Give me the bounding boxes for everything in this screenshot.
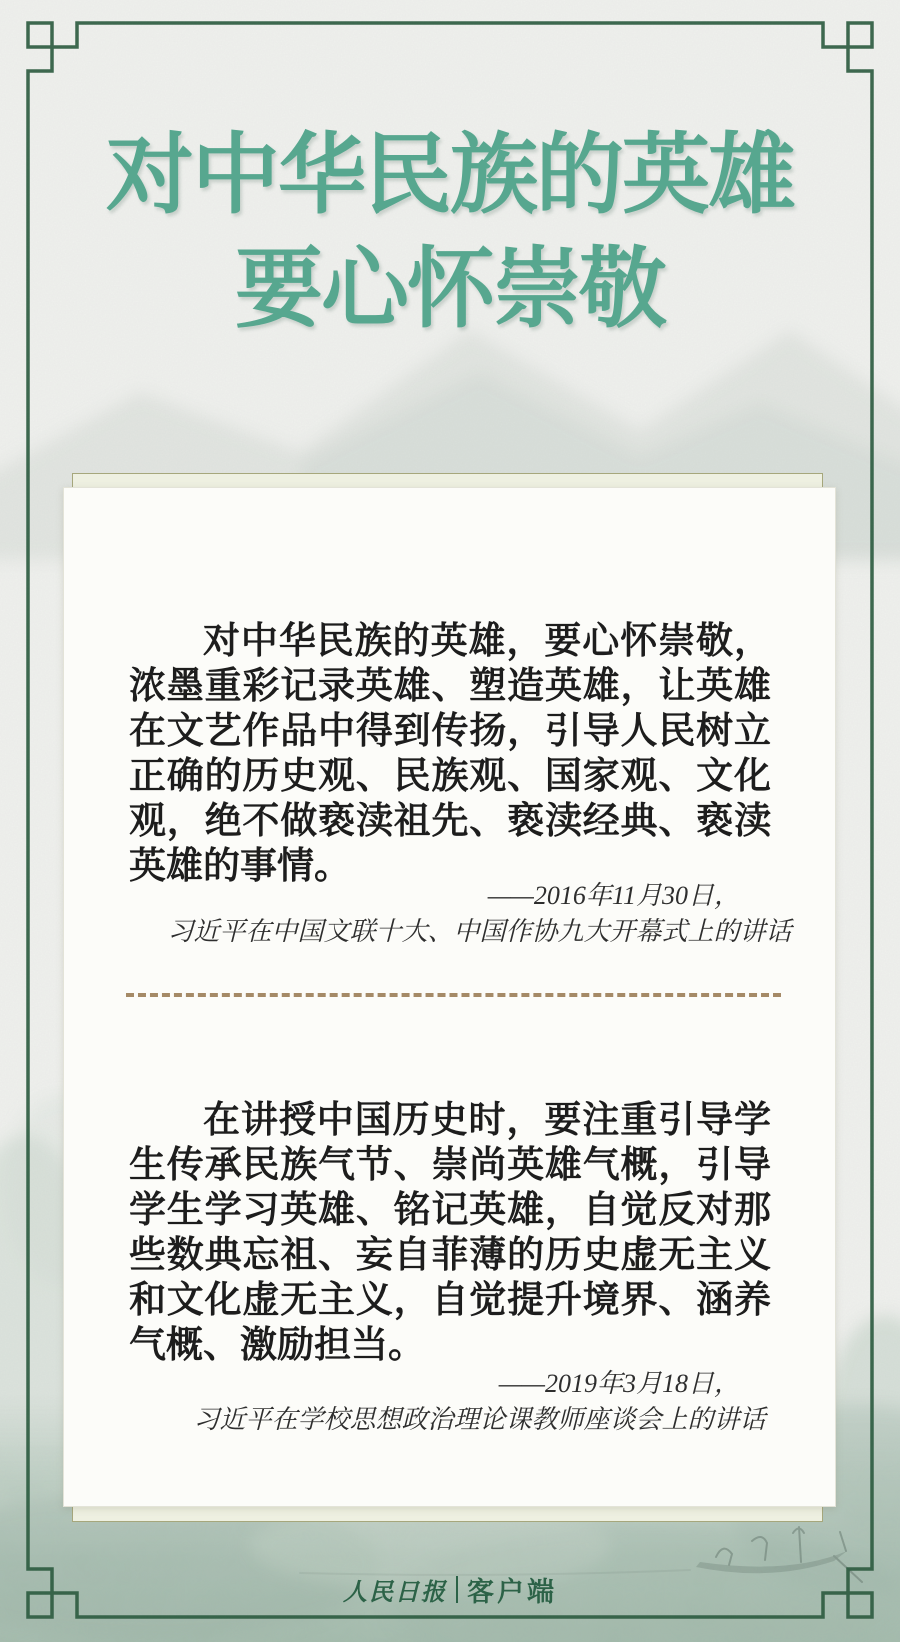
quote-attribution-2: [164, 1366, 795, 1438]
quote-source-1: 习近平在中国文联十大、中国作协九大开幕式上的讲话: [167, 917, 792, 946]
brand-client-label: 客户端: [467, 1577, 557, 1607]
quote-text-2: 在讲授中国历史时，要注重引导学生传承民族气节、崇尚英雄气概，引导学生学习英雄、铭记英雄，自觉反对那些数典忘祖、妄自菲薄的历史虚无主义和文化虚无主义，自觉提升境界、涵养气概、激励担当。: [129, 1100, 771, 1366]
dashed-divider: [126, 993, 781, 997]
logo-divider: [456, 1576, 458, 1603]
quote-source-2: 习近平在学校思想政治理论课教师座谈会上的讲话: [193, 1405, 766, 1434]
poster-title-line2: 要心怀崇敬: [234, 239, 665, 338]
quote-date-2: ——2019年3月18日，: [498, 1369, 740, 1398]
poster-title: [0, 118, 900, 346]
corner-square-top-left: [28, 23, 52, 47]
corner-square-top-right: [848, 23, 872, 47]
quote-date-1: ——2016年11月30日，: [487, 881, 740, 910]
quote-attribution-1: [164, 878, 795, 950]
quote-text-1: 对中华民族的英雄，要心怀崇敬，浓墨重彩记录英雄、塑造英雄，让英雄在文艺作品中得到传扬，引导人民树立正确的历史观、民族观、国家观、文化观，绝不做亵渎祖先、亵渎经典、亵渎英雄的事情。: [129, 621, 771, 887]
brand-script-wordmark: 人民日报: [343, 1580, 447, 1606]
poster-title-line1: 对中华民族的英雄: [105, 125, 794, 224]
peoples-daily-logo: [0, 1570, 900, 1609]
quote-card: [63, 487, 836, 1507]
